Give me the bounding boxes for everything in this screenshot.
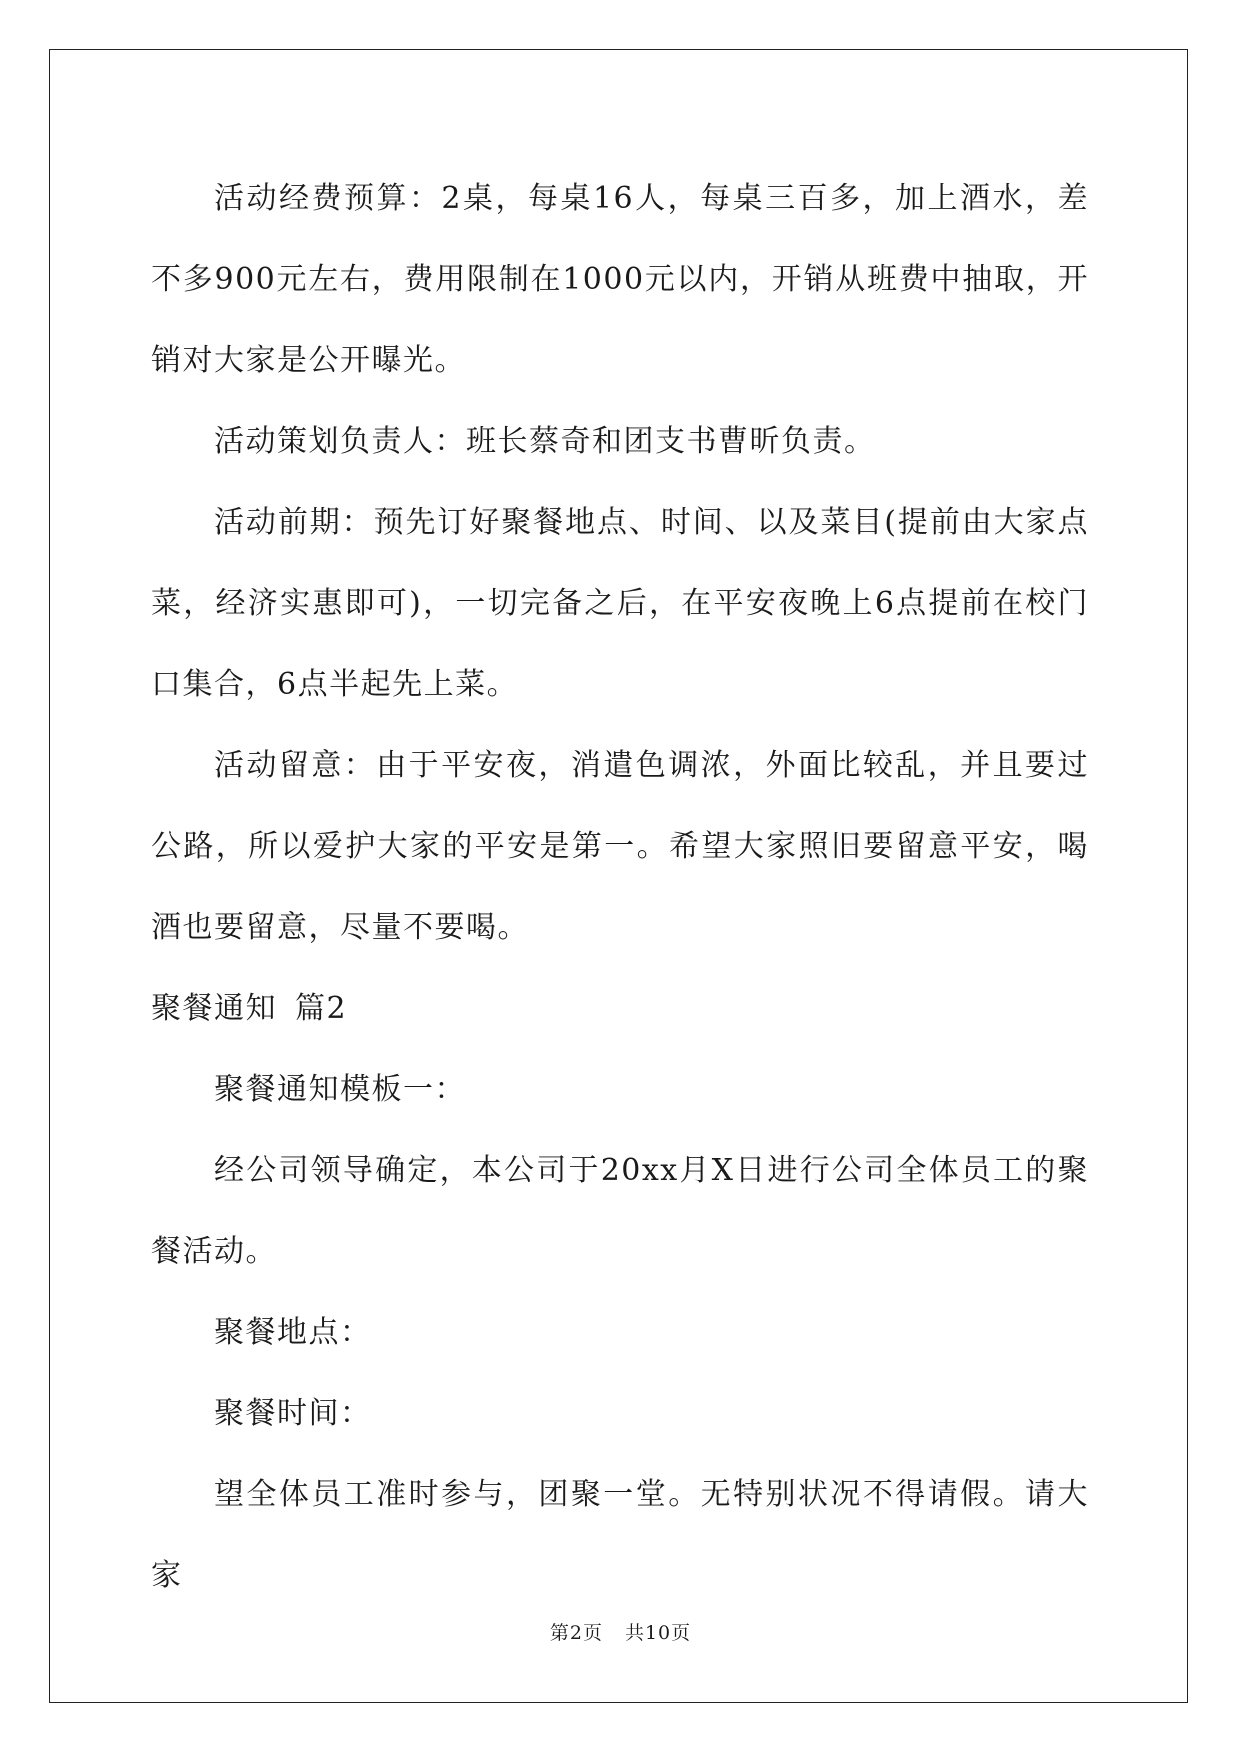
section-heading-title: 聚餐通知 [151,991,277,1026]
paragraph-preparation: 活动前期：预先订好聚餐地点、时间、以及菜目(提前由大家点菜，经济实惠即可)，一切完备之后，在平安夜晚上6点提前在校门口集合，6点半起先上菜。 [151,505,1089,702]
paragraph-budget: 活动经费预算：2桌，每桌16人，每桌三百多，加上酒水，差不多900元左右，费用限制在1000元以内，开销从班费中抽取，开销对大家是公开曝光。 [151,181,1089,378]
document-body [151,158,1089,1616]
section-heading-part: 篇2 [295,991,348,1026]
page-total: 共10页 [624,1622,692,1644]
paragraph-safety-notice: 活动留意：由于平安夜，消遣色调浓，外面比较乱，并且要过公路，所以爱护大家的平安是第一。希望大家照旧要留意平安，喝酒也要留意，尽量不要喝。 [151,748,1089,945]
page-number: 第2页 [549,1622,603,1644]
page-footer [0,1618,1241,1645]
paragraph-location: 聚餐地点： [214,1315,372,1350]
section-heading [151,968,1089,1049]
paragraph-attendance: 望全体员工准时参与，团聚一堂。无特别状况不得请假。请大家 [151,1477,1089,1593]
paragraph-template-title: 聚餐通知模板一： [214,1072,466,1107]
paragraph-announcement: 经公司领导确定，本公司于20xx月X日进行公司全体员工的聚餐活动。 [151,1153,1089,1269]
paragraph-time: 聚餐时间： [214,1396,372,1431]
paragraph-organizer: 活动策划负责人：班长蔡奇和团支书曹昕负责。 [214,424,876,459]
